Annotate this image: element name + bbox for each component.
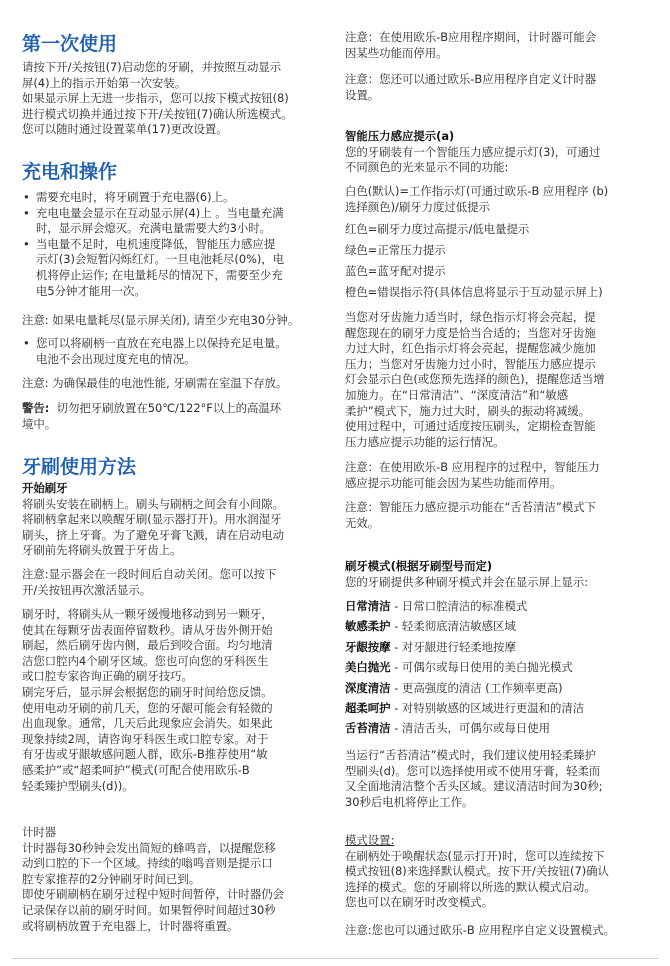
text-line: 注意：智能压力感应提示功能在“舌苔清洁”模式下 [345, 500, 597, 514]
text-line: 设置。 [345, 87, 380, 102]
text-line: 有牙齿或牙龈敏感问题人群，欧乐-B推荐使用“敏 [22, 747, 268, 762]
text-line: 您可以随时通过设置菜单(17)更改设置。 [22, 122, 228, 137]
timer-section [22, 825, 322, 934]
text-line: 注意：您还可以通过欧乐-B应用程序自定义计时器 [345, 72, 597, 86]
pressure-section [345, 129, 645, 176]
warning-text: 切勿把牙刷放置在50℃/122°F以上的高温环 [56, 401, 282, 415]
text-line: 时，显示屏会熄灭。充满电量需要大约3小时。 [36, 221, 272, 236]
mode-settings-section [345, 833, 645, 911]
warning [22, 401, 322, 432]
list-item [345, 681, 645, 701]
text-line: 因某些功能而停用。 [345, 45, 448, 60]
mode-desc: - 更高强度的清洁 (工作频率更高) [390, 680, 563, 695]
text-line: 进行模式切换并通过按下开/关按钮(7)确认所选模式。 [22, 106, 293, 121]
page-bottom-rule [12, 958, 658, 959]
text-line: 使用电动牙刷的前几天，您的牙龈可能会有轻微的 [22, 700, 273, 715]
text-line: 注意:显示器会在一段时间后自动关闭。您可以按下 [22, 567, 277, 581]
text-line: 蓝色=蓝牙配对提示 [345, 264, 446, 278]
modes-section [345, 559, 645, 590]
text-line: 灯会显示白色(或您预先选择的颜色)，提醒您适当增 [345, 372, 605, 387]
text-line: 白色(默认)=工作指示灯(可通过欧乐-B 应用程序 (b) [345, 184, 609, 198]
list-item [345, 701, 645, 721]
text-line: 注意:您也可以通过欧乐-B 应用程序自定义设置模式。 [345, 923, 615, 937]
text-line: 柔护”模式下，施力过大时，刷头的振动将减缓。 [345, 403, 591, 418]
charge-note-1 [22, 313, 322, 329]
text-line: 感应提示功能可能会因为某些功能而停用。 [345, 475, 562, 490]
text-line: 醒您现在的刷牙力度是恰当合适的；当您对牙齿施 [345, 325, 596, 340]
color-orange [345, 285, 645, 301]
modes-intro: 您的牙刷提供多种刷牙模式并会在显示屏上显示: [345, 574, 589, 589]
text-line: 绿色=正常压力提示 [345, 243, 446, 257]
pressure-note-1 [345, 460, 645, 491]
pressure-note-2 [345, 500, 645, 531]
mode-name: 敏感柔护 [345, 619, 391, 634]
first-use-text [22, 60, 322, 138]
text-line: 加施力。在“日常清洁”、“深度清洁”和“敏感 [345, 387, 569, 402]
mode-name: 牙龈按摩 [345, 639, 391, 654]
text-line: 压力感应提示功能的运行情况。 [345, 434, 505, 449]
pressure-title: 智能压力感应提示(a) [345, 129, 455, 143]
mode-name: 超柔呵护 [345, 700, 391, 715]
warning-label: 警告: [22, 401, 50, 415]
text-line: 您也可以在刷牙时改变模式。 [345, 895, 494, 910]
text-line: 牙刷前先将刷头放置于牙齿上。 [22, 543, 182, 558]
mode-settings-note [345, 923, 645, 939]
text-line: 将刷柄拿起来以唤醒牙刷(显示器打开)。用水润湿牙 [22, 512, 282, 527]
text-line: 在刷柄处于唤醒状态(显示打开)时，您可以连续按下 [345, 848, 605, 863]
mode-name: 舌苔清洁 [345, 721, 391, 736]
text-line: 或口腔专家咨询正确的刷牙技巧。 [22, 669, 193, 684]
text-line: 无效。 [345, 515, 380, 530]
bullet-item: • 当电量不足时，电机速度降低，智能压力感应提 [22, 237, 322, 253]
text-line: 如果显示屏上无进一步指示，您可以按下模式按钮(8) [22, 91, 289, 106]
text-line: 您的牙刷装有一个智能压力感应提示灯(3)，可通过 [345, 144, 601, 159]
text-line: 电池不会出现过度充电的情况。 [36, 351, 196, 366]
text-line: 请按下开/关按钮(7)启动您的牙刷，并按照互动显示 [22, 60, 282, 74]
text-line: 示灯(3)会短暂闪烁红灯。一旦电池耗尽(0%)，电 [36, 252, 285, 267]
list-item [345, 640, 645, 660]
charge-note-2 [22, 376, 322, 392]
modes-title: 刷牙模式(根据牙刷型号而定) [345, 559, 493, 573]
text-line: 计时器每30秒钟会发出简短的蜂鸣音，以提醒您移 [22, 840, 276, 855]
text-line: 刷完牙后，显示屏会根据您的刷牙时间给您反馈。 [22, 684, 273, 699]
text-line: 30秒后电机将停止工作。 [345, 794, 474, 809]
text-line: 橙色=错误指示符(具体信息将显示于互动显示屏上) [345, 285, 603, 299]
charge-bullets [22, 190, 322, 299]
timer-note-2 [345, 72, 645, 103]
text-line: 机将停止运作; 在电量耗尽的情况下，需要至少充 [36, 267, 283, 282]
color-red [345, 222, 645, 238]
text-line: 电5分钟才能用一次。 [36, 283, 146, 298]
mode-settings-title: 模式设置: [345, 833, 395, 847]
text-line: 模式按钮(8)来选择默认模式。按下开/关按钮(7)确认 [345, 864, 609, 879]
text-line: 注意: 如果电量耗尽(显示屏关闭), 请至少充电30分钟。 [22, 313, 300, 327]
text-line: 不同颜色的光来显示不同的功能: [345, 160, 509, 175]
list-item [345, 660, 645, 680]
mode-desc: - 可偶尔或每日使用的美白抛光模式 [390, 660, 573, 675]
text-line: 刷起，然后刷牙齿内侧，最后到咬合面。均匀地清 [22, 638, 273, 653]
color-green [345, 243, 645, 259]
mode-desc: - 对特别敏感的区域进行更温和的清洁 [390, 700, 585, 715]
usage-note [22, 567, 322, 598]
tongue-description [345, 748, 645, 810]
usage-text-2 [22, 607, 322, 794]
mode-name: 深度清洁 [345, 680, 391, 695]
text-line: 又全面地清洁整个舌头区域。建议清洁时间为30秒; [345, 779, 603, 794]
color-white [345, 184, 645, 215]
text-line: 轻柔臻护型刷头(d))。 [22, 778, 134, 793]
heading-charge: 充电和操作 [22, 161, 118, 183]
text-line: 当您对牙齿施力适当时，绿色指示灯将会亮起，提 [345, 310, 596, 324]
text-line: 红色=刷牙力度过高提示/低电量提示 [345, 222, 530, 236]
bullet-item: • 您可以将刷柄一直放在充电器上以保持充足电量。 [22, 336, 322, 352]
text-line: 当运行“舌苔清洁”模式时，我们建议使用轻柔臻护 [345, 748, 597, 762]
text-line: 腔专家推荐的2分钟刷牙时间已到。 [22, 871, 201, 886]
text-line: 开/关按钮再次激活显示。 [22, 582, 152, 597]
mode-desc: - 轻柔彻底清洁敏感区域 [390, 619, 516, 634]
text-line: 注意：在使用欧乐-B应用程序期间，计时器可能会 [345, 30, 597, 44]
mode-desc: - 对牙龈进行轻柔地按摩 [390, 639, 516, 654]
text-line: 现象持续2周，请咨询牙科医生或口腔专家。对于 [22, 731, 269, 746]
list-item [345, 599, 645, 619]
mode-name: 日常清洁 [345, 599, 391, 613]
text-line: 屏(4)上的指示开始第一次安装。 [22, 75, 187, 90]
color-blue [345, 264, 645, 280]
pressure-description [345, 310, 645, 450]
text-line: 刷头，挤上牙膏。为了避免牙膏飞溅，请在启动电动 [22, 527, 284, 542]
text-line: 注意：在使用欧乐-B 应用程序的过程中，智能压力 [345, 460, 600, 474]
start-brushing-title: 开始刷牙 [22, 481, 68, 495]
text-line: 选择颜色)/刷牙力度过低提示 [345, 199, 490, 214]
list-item [345, 721, 645, 741]
heading-first-use: 第一次使用 [22, 33, 118, 55]
text-line: 感柔护”或“超柔呵护”模式(可配合使用欧乐-B [22, 762, 250, 777]
text-line: 境中。 [22, 416, 57, 431]
mode-name: 美白抛光 [345, 660, 391, 675]
timer-title: 计时器 [22, 825, 57, 839]
text-line: 压力；当您对牙齿施力过小时，智能压力感应提示 [345, 356, 596, 371]
text-line: 力过大时，红色指示灯将会亮起，提醒您减少施加 [345, 341, 596, 356]
text-line: 刷牙时，将刷头从一颗牙缓慢地移动到另一颗牙， [22, 607, 273, 621]
text-line: 使用过程中，可通过适度按压刷头，定期检查智能 [345, 419, 596, 434]
text-line: 使其在每颗牙齿表面停留数秒。请从牙齿外侧开始 [22, 622, 273, 637]
usage-section [22, 481, 322, 559]
text-line: 动到口腔的下一个区域。持续的嗡鸣音则是提示口 [22, 856, 273, 871]
text-line: 将刷头安装在刷柄上。刷头与刷柄之间会有小间隙。 [22, 496, 284, 511]
text-line: 注意: 为确保最佳的电池性能, 牙刷需在室温下存放。 [22, 376, 288, 390]
mode-desc: - 日常口腔清洁的标准模式 [390, 599, 528, 613]
text-line: 记录保存以前的刷牙时间。如果暂停时间超过30秒 [22, 902, 276, 917]
text-line: 即使牙刷刷柄在刷牙过程中短时间暂停，计时器仍会 [22, 887, 284, 902]
mode-desc: - 清洁舌头，可偶尔或每日使用 [390, 721, 551, 736]
heading-usage: 牙刷使用方法 [22, 456, 137, 478]
modes-list [345, 599, 645, 742]
charge-bullet-2 [22, 336, 322, 367]
text-line: 洁您口腔内4个刷牙区域。您也可向您的牙科医生 [22, 653, 269, 668]
text-line: 型刷头(d)。您可以选择使用或不使用牙膏，轻柔而 [345, 763, 601, 778]
text-line: 出血现象。通常，几天后此现象应会消失。如果此 [22, 716, 273, 731]
text-line: 或将刷柄放置于充电器上，计时器将重置。 [22, 918, 239, 933]
timer-note-1 [345, 30, 645, 61]
text-line: 选择的模式。您的牙刷将以所选的默认模式启动。 [345, 879, 596, 894]
bullet-item: • 需要充电时，将牙刷置于充电器(6)上。 [22, 190, 322, 206]
bullet-item: • 充电电量会显示在互动显示屏(4)上 。当电量充满 [22, 206, 322, 222]
list-item [345, 619, 645, 639]
